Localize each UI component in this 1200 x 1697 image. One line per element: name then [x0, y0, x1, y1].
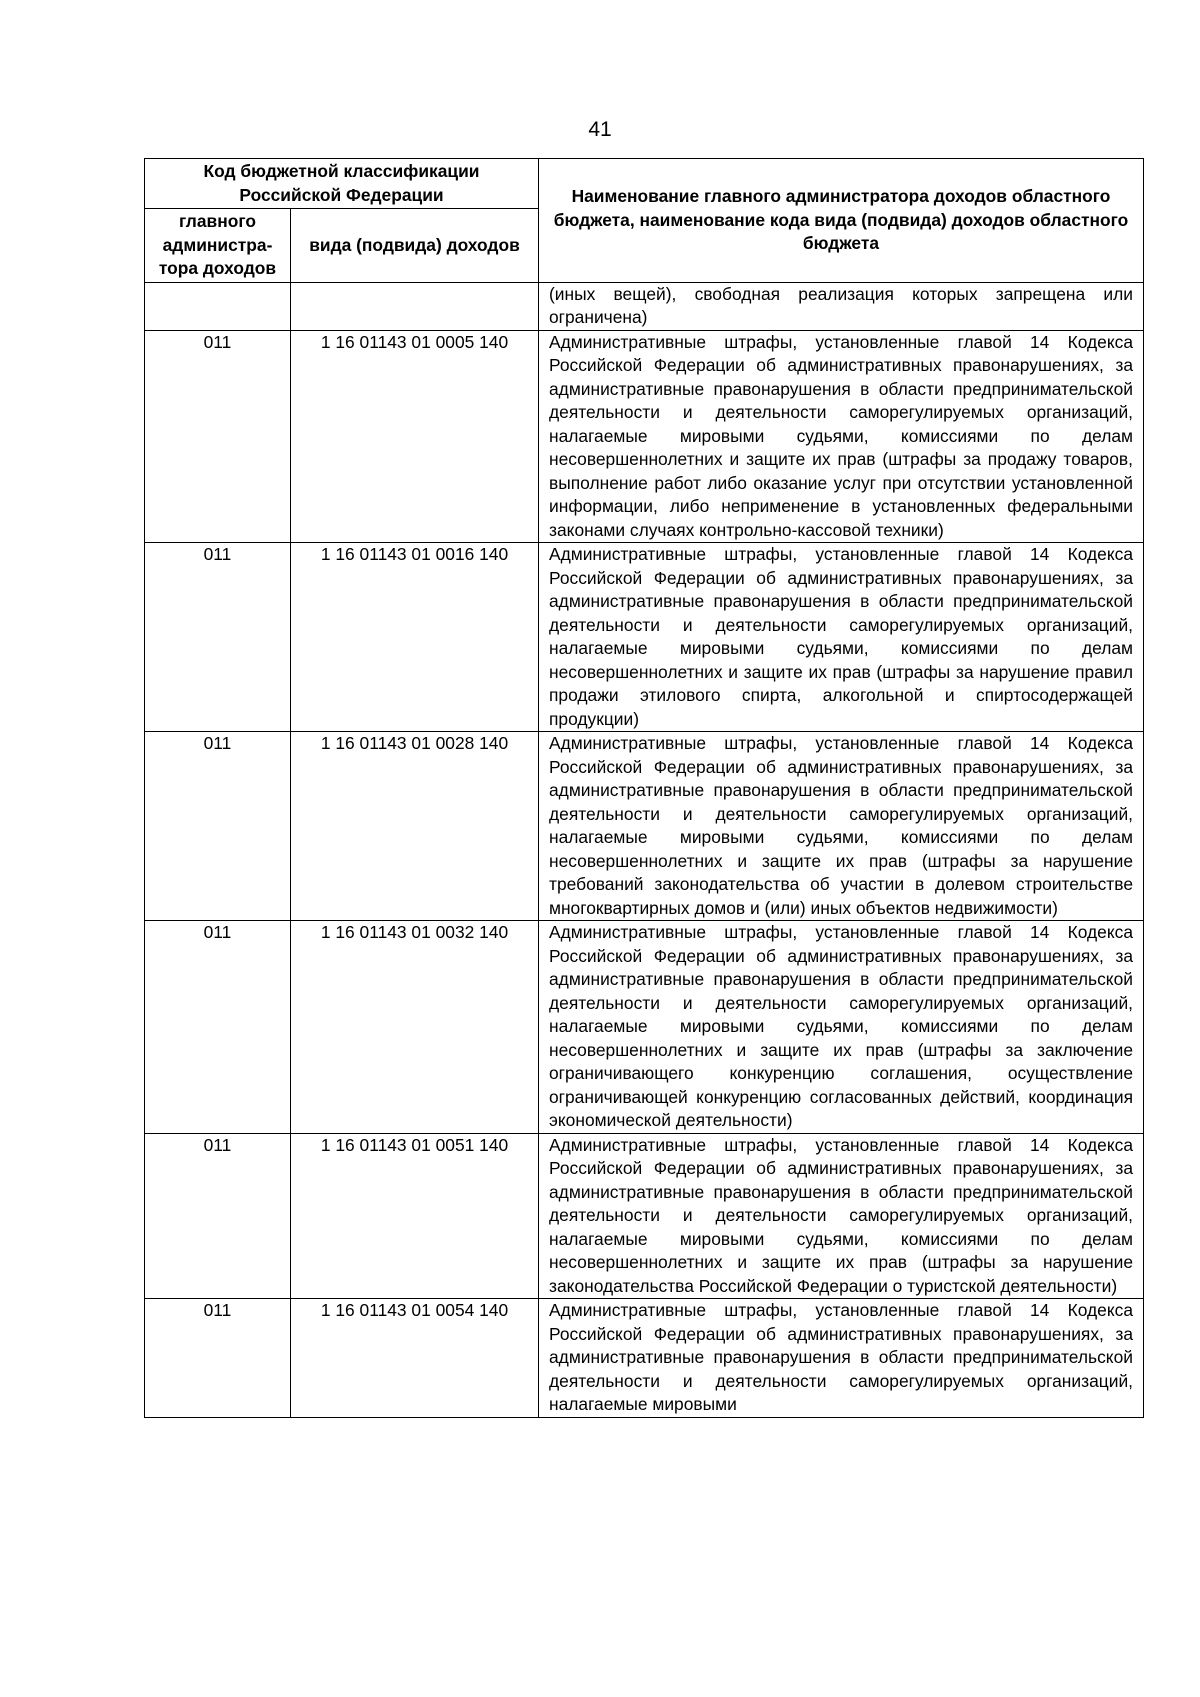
table-row — [145, 1133, 1144, 1299]
income-code-cell — [291, 282, 539, 330]
table-row — [145, 1299, 1144, 1418]
description-cell: Административные штрафы, установленные главой 14 Кодекса Российской Федерации об административных правонарушениях, за административные правонарушения в области предпринимательской деятельности и деятельности саморегулируемых организаций, налагаемые мировыми судьями, комиссиями по делам несовершеннолетних и защите их прав (штрафы за нарушение правил продажи этилового спирта, алкогольной и спиртосодержащей продукции) — [539, 543, 1144, 732]
admin-code-cell: 011 — [145, 1133, 291, 1299]
table-row — [145, 282, 1144, 330]
header-row-group — [145, 159, 1144, 209]
table-row — [145, 921, 1144, 1134]
description-cell: Административные штрафы, установленные главой 14 Кодекса Российской Федерации об административных правонарушениях, за административные правонарушения в области предпринимательской деятельности и деятельности саморегулируемых организаций, налагаемые мировыми судьями, комиссиями по делам несовершеннолетних и защите их прав (штрафы за заключение ограничивающего конкуренцию соглашения, осуществление ограничивающей конкуренцию согласованных действий, координация экономической деятельности) — [539, 921, 1144, 1134]
table-row — [145, 732, 1144, 921]
admin-code-cell: 011 — [145, 732, 291, 921]
income-code-cell: 1 16 01143 01 0016 140 — [291, 543, 539, 732]
page-number: 41 — [588, 118, 612, 141]
admin-code-cell — [145, 282, 291, 330]
admin-code-cell: 011 — [145, 330, 291, 543]
header-income-code: вида (подвида) доходов — [291, 209, 539, 283]
header-description: Наименование главного администратора доходов областного бюджета, наименование кода вида (подвида) доходов областного бюджета — [539, 159, 1144, 283]
income-code-cell: 1 16 01143 01 0054 140 — [291, 1299, 539, 1418]
admin-code-cell: 011 — [145, 921, 291, 1134]
income-code-cell: 1 16 01143 01 0028 140 — [291, 732, 539, 921]
header-admin-code: главного администра-тора доходов — [145, 209, 291, 283]
description-cell: Административные штрафы, установленные главой 14 Кодекса Российской Федерации об административных правонарушениях, за административные правонарушения в области предпринимательской деятельности и деятельности саморегулируемых организаций, налагаемые мировыми судьями, комиссиями по делам несовершеннолетних и защите их прав (штрафы за нарушение требований законодательства об участии в долевом строительстве многоквартирных домов и (или) иных объектов недвижимости) — [539, 732, 1144, 921]
table-row — [145, 330, 1144, 543]
income-code-cell: 1 16 01143 01 0032 140 — [291, 921, 539, 1134]
income-code-cell: 1 16 01143 01 0005 140 — [291, 330, 539, 543]
table-row — [145, 543, 1144, 732]
table-body — [145, 282, 1144, 1417]
income-code-cell: 1 16 01143 01 0051 140 — [291, 1133, 539, 1299]
description-cell: Административные штрафы, установленные главой 14 Кодекса Российской Федерации об административных правонарушениях, за административные правонарушения в области предпринимательской деятельности и деятельности саморегулируемых организаций, налагаемые мировыми судьями, комиссиями по делам несовершеннолетних и защите их прав (штрафы за продажу товаров, выполнение работ либо оказание услуг при отсутствии установленной информации, либо неприменение в установленных федеральными законами случаях контрольно-кассовой техники) — [539, 330, 1144, 543]
description-cell: (иных вещей), свободная реализация которых запрещена или ограничена) — [539, 282, 1144, 330]
description-cell: Административные штрафы, установленные главой 14 Кодекса Российской Федерации об административных правонарушениях, за административные правонарушения в области предпринимательской деятельности и деятельности саморегулируемых организаций, налагаемые мировыми — [539, 1299, 1144, 1418]
admin-code-cell: 011 — [145, 1299, 291, 1418]
table-header — [145, 159, 1144, 283]
header-classification-code: Код бюджетной классификации Российской Федерации — [145, 159, 539, 209]
description-cell: Административные штрафы, установленные главой 14 Кодекса Российской Федерации об административных правонарушениях, за административные правонарушения в области предпринимательской деятельности и деятельности саморегулируемых организаций, налагаемые мировыми судьями, комиссиями по делам несовершеннолетних и защите их прав (штрафы за нарушение законодательства Российской Федерации о туристской деятельности) — [539, 1133, 1144, 1299]
admin-code-cell: 011 — [145, 543, 291, 732]
budget-classification-table — [144, 158, 1144, 1418]
